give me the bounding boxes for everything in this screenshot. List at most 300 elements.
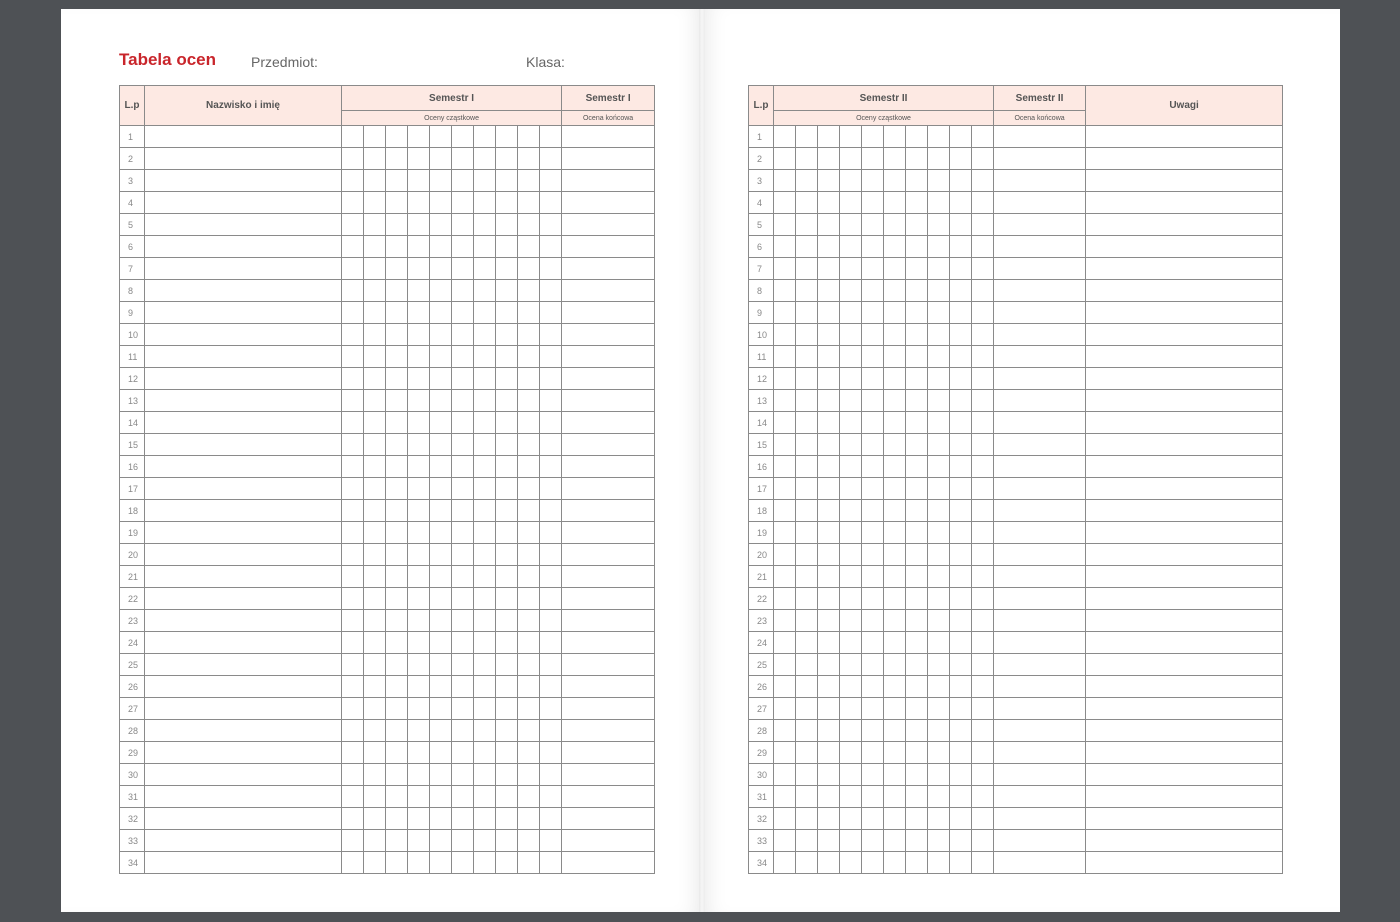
partial-grade-cell[interactable] — [452, 324, 474, 346]
remarks-cell[interactable] — [1086, 412, 1283, 434]
partial-grade-cell[interactable] — [862, 742, 884, 764]
partial-grade-cell[interactable] — [862, 566, 884, 588]
partial-grade-cell[interactable] — [540, 610, 562, 632]
partial-grade-cell[interactable] — [840, 698, 862, 720]
partial-grade-cell[interactable] — [496, 346, 518, 368]
partial-grade-cell[interactable] — [452, 412, 474, 434]
remarks-cell[interactable] — [1086, 456, 1283, 478]
partial-grade-cell[interactable] — [972, 478, 994, 500]
partial-grade-cell[interactable] — [774, 522, 796, 544]
partial-grade-cell[interactable] — [950, 324, 972, 346]
partial-grade-cell[interactable] — [840, 302, 862, 324]
partial-grade-cell[interactable] — [862, 654, 884, 676]
partial-grade-cell[interactable] — [452, 566, 474, 588]
final-grade-cell[interactable] — [562, 852, 655, 874]
name-cell[interactable] — [145, 830, 342, 852]
partial-grade-cell[interactable] — [774, 126, 796, 148]
partial-grade-cell[interactable] — [364, 236, 386, 258]
partial-grade-cell[interactable] — [950, 654, 972, 676]
partial-grade-cell[interactable] — [452, 280, 474, 302]
partial-grade-cell[interactable] — [496, 280, 518, 302]
partial-grade-cell[interactable] — [818, 170, 840, 192]
partial-grade-cell[interactable] — [474, 412, 496, 434]
partial-grade-cell[interactable] — [906, 522, 928, 544]
partial-grade-cell[interactable] — [474, 434, 496, 456]
partial-grade-cell[interactable] — [840, 390, 862, 412]
partial-grade-cell[interactable] — [540, 478, 562, 500]
remarks-cell[interactable] — [1086, 698, 1283, 720]
partial-grade-cell[interactable] — [906, 214, 928, 236]
partial-grade-cell[interactable] — [364, 676, 386, 698]
partial-grade-cell[interactable] — [928, 544, 950, 566]
final-grade-cell[interactable] — [994, 214, 1086, 236]
partial-grade-cell[interactable] — [884, 698, 906, 720]
final-grade-cell[interactable] — [562, 126, 655, 148]
remarks-cell[interactable] — [1086, 852, 1283, 874]
partial-grade-cell[interactable] — [950, 170, 972, 192]
partial-grade-cell[interactable] — [386, 632, 408, 654]
name-cell[interactable] — [145, 654, 342, 676]
partial-grade-cell[interactable] — [950, 434, 972, 456]
remarks-cell[interactable] — [1086, 522, 1283, 544]
partial-grade-cell[interactable] — [496, 170, 518, 192]
partial-grade-cell[interactable] — [884, 676, 906, 698]
partial-grade-cell[interactable] — [408, 632, 430, 654]
partial-grade-cell[interactable] — [474, 192, 496, 214]
partial-grade-cell[interactable] — [928, 126, 950, 148]
partial-grade-cell[interactable] — [906, 676, 928, 698]
partial-grade-cell[interactable] — [818, 742, 840, 764]
partial-grade-cell[interactable] — [474, 566, 496, 588]
partial-grade-cell[interactable] — [342, 500, 364, 522]
final-grade-cell[interactable] — [994, 720, 1086, 742]
partial-grade-cell[interactable] — [496, 434, 518, 456]
partial-grade-cell[interactable] — [818, 764, 840, 786]
final-grade-cell[interactable] — [994, 434, 1086, 456]
partial-grade-cell[interactable] — [364, 500, 386, 522]
final-grade-cell[interactable] — [562, 236, 655, 258]
partial-grade-cell[interactable] — [928, 192, 950, 214]
partial-grade-cell[interactable] — [540, 126, 562, 148]
partial-grade-cell[interactable] — [928, 698, 950, 720]
partial-grade-cell[interactable] — [430, 698, 452, 720]
partial-grade-cell[interactable] — [884, 764, 906, 786]
partial-grade-cell[interactable] — [386, 522, 408, 544]
partial-grade-cell[interactable] — [408, 720, 430, 742]
partial-grade-cell[interactable] — [408, 302, 430, 324]
name-cell[interactable] — [145, 588, 342, 610]
partial-grade-cell[interactable] — [862, 676, 884, 698]
partial-grade-cell[interactable] — [452, 654, 474, 676]
partial-grade-cell[interactable] — [774, 852, 796, 874]
remarks-cell[interactable] — [1086, 588, 1283, 610]
partial-grade-cell[interactable] — [540, 786, 562, 808]
partial-grade-cell[interactable] — [774, 808, 796, 830]
partial-grade-cell[interactable] — [840, 412, 862, 434]
partial-grade-cell[interactable] — [540, 852, 562, 874]
partial-grade-cell[interactable] — [818, 280, 840, 302]
partial-grade-cell[interactable] — [972, 610, 994, 632]
partial-grade-cell[interactable] — [364, 852, 386, 874]
partial-grade-cell[interactable] — [540, 324, 562, 346]
partial-grade-cell[interactable] — [518, 720, 540, 742]
partial-grade-cell[interactable] — [818, 632, 840, 654]
partial-grade-cell[interactable] — [928, 632, 950, 654]
name-cell[interactable] — [145, 852, 342, 874]
partial-grade-cell[interactable] — [862, 324, 884, 346]
partial-grade-cell[interactable] — [840, 280, 862, 302]
partial-grade-cell[interactable] — [540, 280, 562, 302]
partial-grade-cell[interactable] — [774, 610, 796, 632]
partial-grade-cell[interactable] — [408, 368, 430, 390]
name-cell[interactable] — [145, 500, 342, 522]
partial-grade-cell[interactable] — [342, 192, 364, 214]
partial-grade-cell[interactable] — [972, 346, 994, 368]
partial-grade-cell[interactable] — [364, 412, 386, 434]
partial-grade-cell[interactable] — [950, 610, 972, 632]
partial-grade-cell[interactable] — [364, 258, 386, 280]
partial-grade-cell[interactable] — [928, 786, 950, 808]
partial-grade-cell[interactable] — [796, 324, 818, 346]
partial-grade-cell[interactable] — [342, 412, 364, 434]
partial-grade-cell[interactable] — [818, 148, 840, 170]
partial-grade-cell[interactable] — [364, 214, 386, 236]
partial-grade-cell[interactable] — [342, 478, 364, 500]
final-grade-cell[interactable] — [562, 192, 655, 214]
final-grade-cell[interactable] — [994, 654, 1086, 676]
partial-grade-cell[interactable] — [496, 830, 518, 852]
partial-grade-cell[interactable] — [774, 742, 796, 764]
partial-grade-cell[interactable] — [862, 500, 884, 522]
final-grade-cell[interactable] — [562, 390, 655, 412]
final-grade-cell[interactable] — [562, 544, 655, 566]
partial-grade-cell[interactable] — [818, 126, 840, 148]
final-grade-cell[interactable] — [562, 170, 655, 192]
final-grade-cell[interactable] — [562, 500, 655, 522]
remarks-cell[interactable] — [1086, 148, 1283, 170]
partial-grade-cell[interactable] — [972, 368, 994, 390]
partial-grade-cell[interactable] — [840, 588, 862, 610]
partial-grade-cell[interactable] — [972, 764, 994, 786]
partial-grade-cell[interactable] — [386, 764, 408, 786]
partial-grade-cell[interactable] — [840, 742, 862, 764]
partial-grade-cell[interactable] — [408, 544, 430, 566]
partial-grade-cell[interactable] — [862, 434, 884, 456]
final-grade-cell[interactable] — [562, 764, 655, 786]
partial-grade-cell[interactable] — [342, 434, 364, 456]
partial-grade-cell[interactable] — [818, 698, 840, 720]
partial-grade-cell[interactable] — [950, 588, 972, 610]
partial-grade-cell[interactable] — [540, 566, 562, 588]
final-grade-cell[interactable] — [994, 148, 1086, 170]
partial-grade-cell[interactable] — [386, 676, 408, 698]
partial-grade-cell[interactable] — [540, 302, 562, 324]
partial-grade-cell[interactable] — [906, 412, 928, 434]
partial-grade-cell[interactable] — [342, 742, 364, 764]
partial-grade-cell[interactable] — [496, 786, 518, 808]
partial-grade-cell[interactable] — [796, 390, 818, 412]
partial-grade-cell[interactable] — [386, 148, 408, 170]
partial-grade-cell[interactable] — [474, 632, 496, 654]
partial-grade-cell[interactable] — [884, 566, 906, 588]
partial-grade-cell[interactable] — [950, 808, 972, 830]
partial-grade-cell[interactable] — [408, 324, 430, 346]
partial-grade-cell[interactable] — [496, 126, 518, 148]
partial-grade-cell[interactable] — [884, 588, 906, 610]
final-grade-cell[interactable] — [562, 566, 655, 588]
partial-grade-cell[interactable] — [862, 302, 884, 324]
partial-grade-cell[interactable] — [342, 764, 364, 786]
partial-grade-cell[interactable] — [364, 786, 386, 808]
final-grade-cell[interactable] — [994, 412, 1086, 434]
partial-grade-cell[interactable] — [796, 148, 818, 170]
partial-grade-cell[interactable] — [840, 346, 862, 368]
remarks-cell[interactable] — [1086, 192, 1283, 214]
partial-grade-cell[interactable] — [972, 412, 994, 434]
partial-grade-cell[interactable] — [884, 478, 906, 500]
remarks-cell[interactable] — [1086, 764, 1283, 786]
partial-grade-cell[interactable] — [540, 676, 562, 698]
partial-grade-cell[interactable] — [342, 280, 364, 302]
partial-grade-cell[interactable] — [364, 522, 386, 544]
partial-grade-cell[interactable] — [796, 346, 818, 368]
partial-grade-cell[interactable] — [950, 742, 972, 764]
partial-grade-cell[interactable] — [884, 214, 906, 236]
partial-grade-cell[interactable] — [496, 214, 518, 236]
remarks-cell[interactable] — [1086, 170, 1283, 192]
partial-grade-cell[interactable] — [540, 456, 562, 478]
partial-grade-cell[interactable] — [950, 830, 972, 852]
partial-grade-cell[interactable] — [386, 170, 408, 192]
partial-grade-cell[interactable] — [818, 808, 840, 830]
partial-grade-cell[interactable] — [474, 676, 496, 698]
partial-grade-cell[interactable] — [928, 588, 950, 610]
partial-grade-cell[interactable] — [430, 522, 452, 544]
final-grade-cell[interactable] — [994, 522, 1086, 544]
name-cell[interactable] — [145, 478, 342, 500]
partial-grade-cell[interactable] — [452, 236, 474, 258]
partial-grade-cell[interactable] — [474, 830, 496, 852]
remarks-cell[interactable] — [1086, 478, 1283, 500]
partial-grade-cell[interactable] — [884, 346, 906, 368]
partial-grade-cell[interactable] — [818, 236, 840, 258]
partial-grade-cell[interactable] — [928, 764, 950, 786]
partial-grade-cell[interactable] — [928, 830, 950, 852]
partial-grade-cell[interactable] — [474, 852, 496, 874]
partial-grade-cell[interactable] — [928, 170, 950, 192]
partial-grade-cell[interactable] — [818, 478, 840, 500]
name-cell[interactable] — [145, 764, 342, 786]
partial-grade-cell[interactable] — [906, 456, 928, 478]
partial-grade-cell[interactable] — [884, 390, 906, 412]
partial-grade-cell[interactable] — [862, 126, 884, 148]
partial-grade-cell[interactable] — [386, 280, 408, 302]
partial-grade-cell[interactable] — [364, 126, 386, 148]
partial-grade-cell[interactable] — [774, 632, 796, 654]
partial-grade-cell[interactable] — [386, 192, 408, 214]
partial-grade-cell[interactable] — [972, 588, 994, 610]
partial-grade-cell[interactable] — [430, 170, 452, 192]
partial-grade-cell[interactable] — [972, 214, 994, 236]
partial-grade-cell[interactable] — [862, 148, 884, 170]
partial-grade-cell[interactable] — [928, 236, 950, 258]
final-grade-cell[interactable] — [994, 126, 1086, 148]
partial-grade-cell[interactable] — [884, 368, 906, 390]
partial-grade-cell[interactable] — [496, 390, 518, 412]
partial-grade-cell[interactable] — [430, 456, 452, 478]
partial-grade-cell[interactable] — [884, 544, 906, 566]
partial-grade-cell[interactable] — [928, 720, 950, 742]
partial-grade-cell[interactable] — [796, 280, 818, 302]
partial-grade-cell[interactable] — [818, 588, 840, 610]
final-grade-cell[interactable] — [994, 676, 1086, 698]
partial-grade-cell[interactable] — [540, 148, 562, 170]
partial-grade-cell[interactable] — [342, 456, 364, 478]
partial-grade-cell[interactable] — [496, 148, 518, 170]
partial-grade-cell[interactable] — [518, 170, 540, 192]
partial-grade-cell[interactable] — [950, 236, 972, 258]
partial-grade-cell[interactable] — [540, 720, 562, 742]
partial-grade-cell[interactable] — [496, 808, 518, 830]
partial-grade-cell[interactable] — [840, 676, 862, 698]
remarks-cell[interactable] — [1086, 280, 1283, 302]
partial-grade-cell[interactable] — [862, 698, 884, 720]
partial-grade-cell[interactable] — [884, 456, 906, 478]
final-grade-cell[interactable] — [562, 742, 655, 764]
final-grade-cell[interactable] — [994, 280, 1086, 302]
partial-grade-cell[interactable] — [884, 786, 906, 808]
final-grade-cell[interactable] — [562, 522, 655, 544]
partial-grade-cell[interactable] — [540, 368, 562, 390]
final-grade-cell[interactable] — [994, 588, 1086, 610]
partial-grade-cell[interactable] — [884, 126, 906, 148]
partial-grade-cell[interactable] — [386, 324, 408, 346]
partial-grade-cell[interactable] — [818, 544, 840, 566]
partial-grade-cell[interactable] — [342, 346, 364, 368]
partial-grade-cell[interactable] — [818, 192, 840, 214]
partial-grade-cell[interactable] — [774, 544, 796, 566]
partial-grade-cell[interactable] — [408, 654, 430, 676]
partial-grade-cell[interactable] — [518, 148, 540, 170]
partial-grade-cell[interactable] — [840, 126, 862, 148]
partial-grade-cell[interactable] — [408, 390, 430, 412]
partial-grade-cell[interactable] — [774, 302, 796, 324]
partial-grade-cell[interactable] — [342, 698, 364, 720]
partial-grade-cell[interactable] — [518, 192, 540, 214]
remarks-cell[interactable] — [1086, 302, 1283, 324]
partial-grade-cell[interactable] — [474, 588, 496, 610]
partial-grade-cell[interactable] — [906, 192, 928, 214]
partial-grade-cell[interactable] — [518, 500, 540, 522]
partial-grade-cell[interactable] — [796, 302, 818, 324]
partial-grade-cell[interactable] — [496, 412, 518, 434]
partial-grade-cell[interactable] — [862, 346, 884, 368]
partial-grade-cell[interactable] — [796, 720, 818, 742]
partial-grade-cell[interactable] — [796, 698, 818, 720]
partial-grade-cell[interactable] — [474, 544, 496, 566]
final-grade-cell[interactable] — [994, 478, 1086, 500]
partial-grade-cell[interactable] — [386, 346, 408, 368]
partial-grade-cell[interactable] — [928, 566, 950, 588]
partial-grade-cell[interactable] — [796, 544, 818, 566]
partial-grade-cell[interactable] — [928, 148, 950, 170]
partial-grade-cell[interactable] — [364, 742, 386, 764]
partial-grade-cell[interactable] — [474, 324, 496, 346]
partial-grade-cell[interactable] — [408, 676, 430, 698]
partial-grade-cell[interactable] — [408, 698, 430, 720]
partial-grade-cell[interactable] — [452, 258, 474, 280]
partial-grade-cell[interactable] — [364, 720, 386, 742]
partial-grade-cell[interactable] — [408, 500, 430, 522]
partial-grade-cell[interactable] — [430, 632, 452, 654]
partial-grade-cell[interactable] — [496, 478, 518, 500]
partial-grade-cell[interactable] — [474, 390, 496, 412]
final-grade-cell[interactable] — [562, 588, 655, 610]
partial-grade-cell[interactable] — [906, 852, 928, 874]
partial-grade-cell[interactable] — [906, 478, 928, 500]
partial-grade-cell[interactable] — [774, 258, 796, 280]
partial-grade-cell[interactable] — [774, 412, 796, 434]
partial-grade-cell[interactable] — [540, 214, 562, 236]
partial-grade-cell[interactable] — [796, 676, 818, 698]
partial-grade-cell[interactable] — [774, 346, 796, 368]
partial-grade-cell[interactable] — [474, 478, 496, 500]
partial-grade-cell[interactable] — [386, 610, 408, 632]
partial-grade-cell[interactable] — [518, 258, 540, 280]
partial-grade-cell[interactable] — [342, 610, 364, 632]
partial-grade-cell[interactable] — [972, 566, 994, 588]
partial-grade-cell[interactable] — [950, 126, 972, 148]
partial-grade-cell[interactable] — [518, 280, 540, 302]
remarks-cell[interactable] — [1086, 346, 1283, 368]
partial-grade-cell[interactable] — [884, 280, 906, 302]
partial-grade-cell[interactable] — [906, 808, 928, 830]
partial-grade-cell[interactable] — [518, 544, 540, 566]
partial-grade-cell[interactable] — [342, 654, 364, 676]
partial-grade-cell[interactable] — [796, 214, 818, 236]
partial-grade-cell[interactable] — [364, 302, 386, 324]
partial-grade-cell[interactable] — [774, 588, 796, 610]
partial-grade-cell[interactable] — [818, 346, 840, 368]
remarks-cell[interactable] — [1086, 368, 1283, 390]
partial-grade-cell[interactable] — [840, 324, 862, 346]
name-cell[interactable] — [145, 258, 342, 280]
partial-grade-cell[interactable] — [342, 566, 364, 588]
partial-grade-cell[interactable] — [408, 566, 430, 588]
partial-grade-cell[interactable] — [386, 588, 408, 610]
partial-grade-cell[interactable] — [474, 258, 496, 280]
partial-grade-cell[interactable] — [364, 698, 386, 720]
name-cell[interactable] — [145, 302, 342, 324]
partial-grade-cell[interactable] — [474, 522, 496, 544]
partial-grade-cell[interactable] — [862, 852, 884, 874]
remarks-cell[interactable] — [1086, 434, 1283, 456]
partial-grade-cell[interactable] — [774, 434, 796, 456]
partial-grade-cell[interactable] — [796, 610, 818, 632]
partial-grade-cell[interactable] — [950, 698, 972, 720]
partial-grade-cell[interactable] — [818, 368, 840, 390]
partial-grade-cell[interactable] — [818, 852, 840, 874]
partial-grade-cell[interactable] — [452, 808, 474, 830]
partial-grade-cell[interactable] — [972, 676, 994, 698]
name-cell[interactable] — [145, 148, 342, 170]
partial-grade-cell[interactable] — [408, 170, 430, 192]
partial-grade-cell[interactable] — [818, 522, 840, 544]
name-cell[interactable] — [145, 544, 342, 566]
partial-grade-cell[interactable] — [840, 522, 862, 544]
partial-grade-cell[interactable] — [884, 324, 906, 346]
partial-grade-cell[interactable] — [862, 764, 884, 786]
